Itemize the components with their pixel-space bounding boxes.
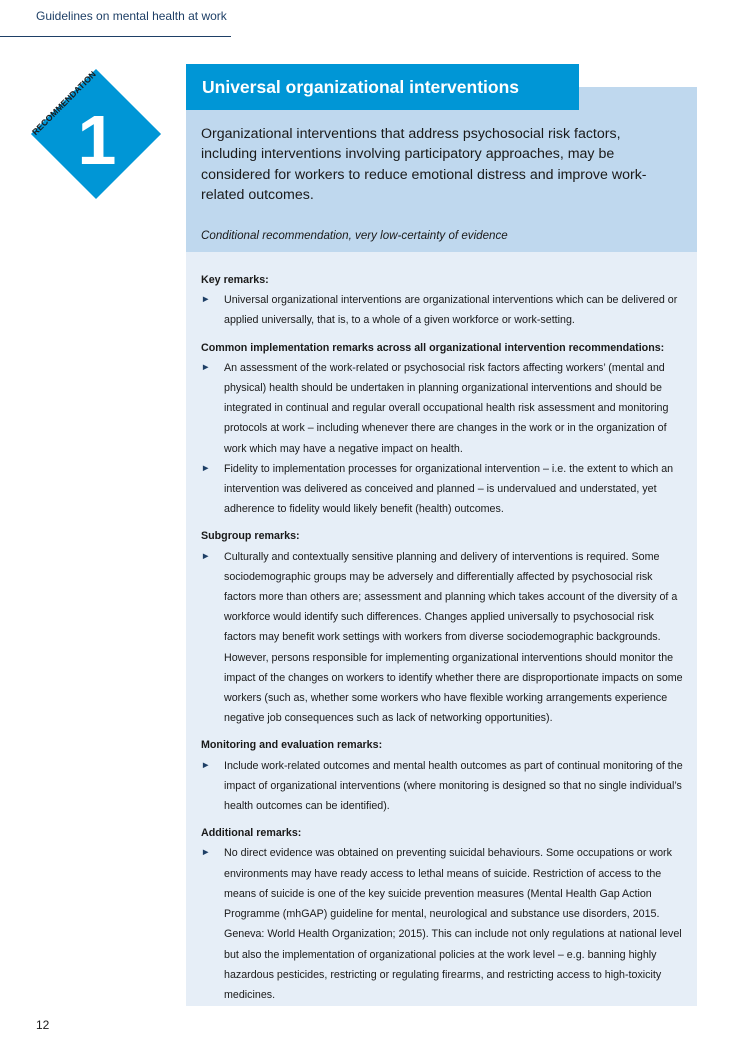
recommendation-number: 1 — [77, 101, 117, 179]
triangle-bullet-icon: ► — [201, 550, 211, 562]
remark-text: Universal organizational interventions are organizational interventions which can be delivered or applied universally, that is, to a whole of a given workforce or work-setting. — [224, 294, 678, 327]
recommendation-title: Universal organizational interventions — [186, 64, 579, 110]
remark-text: Culturally and contextually sensitive planning and delivery of interventions is required. Some sociodemographic groups may be adversely and differentially affected by psychosocial risk factors more than others are; assessment and planning which takes account of the diversity of a workforce would identify such differences. Changes applied universally to psychosocial risk factors may benefit work settings with workers from diverse sociodemographic backgrounds. However, persons responsible for implementing organizational interventions should monitor the impact of the changes on workers to identify whether there are disproportionate impacts on some workers (such as, whether some workers who have flexible working arrangements experience negative job consequences such as lack of networking opportunities). — [224, 550, 683, 725]
certainty-statement: Conditional recommendation, very low-certainty of evidence — [201, 229, 508, 242]
remark-bullet — [201, 358, 685, 459]
triangle-bullet-icon: ► — [201, 294, 211, 306]
remark-bullet — [201, 547, 685, 729]
running-head-title: Guidelines on mental health at work — [36, 9, 227, 23]
section-heading: Key remarks: — [201, 274, 269, 286]
recommendation-statement: Organizational interventions that address psychosocial risk factors, including interventions involving participatory approaches, may be considered for workers to reduce emotional distress and improve work-related outcomes. — [201, 126, 647, 203]
header-rule — [0, 36, 231, 37]
triangle-bullet-icon: ► — [201, 759, 211, 771]
section-heading: Subgroup remarks: — [201, 530, 300, 543]
triangle-bullet-icon: ► — [201, 462, 211, 474]
remarks-section — [201, 270, 685, 331]
section-heading: Additional remarks: — [201, 827, 302, 840]
section-heading: Monitoring and evaluation remarks: — [201, 739, 383, 752]
remark-text: Fidelity to implementation processes for organizational intervention – i.e. the extent to which an intervention was delivered as conceived and planned – is undervalued and understated, yet adherence to fidelity would likely benefit (health) outcomes. — [224, 462, 674, 516]
remark-bullet — [201, 843, 685, 1005]
remark-text: Include work-related outcomes and mental health outcomes as part of continual monitoring of the impact of organizational interventions (where monitoring is designed so that no single individual’s health outcomes can be identified). — [224, 759, 683, 813]
remark-bullet — [201, 459, 685, 520]
remark-text: No direct evidence was obtained on preventing suicidal behaviours. Some occupations or work environments may have ready access to lethal means of suicide. Restriction of access to the means of suicide is one of the key suicide prevention measures (Mental Health Gap Action Programme (mhGAP) guideline for mental, neurological and substance use disorders, 2015. Geneva: World Health Organization; 2015). This can include not only regulations at national level but also the implementation of organizational policies at the work level – e.g. banning highly hazardous pesticides, restricting or regulating firearms, and restricting access to high-toxicity medicines. — [224, 847, 682, 1001]
remark-bullet — [201, 756, 685, 817]
remark-bullet — [201, 290, 685, 330]
remarks-list — [201, 270, 685, 1012]
remarks-section — [201, 338, 685, 520]
triangle-bullet-icon: ► — [201, 361, 211, 373]
remarks-section — [201, 735, 685, 816]
recommendation-label: RECOMMENDATION — [29, 68, 99, 138]
section-heading: Common implementation remarks across all organizational intervention recommendations: — [201, 341, 665, 354]
remark-text: An assessment of the work-related or psychosocial risk factors affecting workers’ (mental and physical) health should be undertaken in planning organizational interventions and should be integrated in continual and regular overall occupational health risk assessment and monitoring protocols at work – including whenever there are changes in the work or in the organization of work which may have a negative impact on health. — [224, 361, 669, 455]
page-number: 12 — [36, 1018, 50, 1032]
triangle-bullet-icon: ► — [201, 847, 211, 859]
remarks-section — [201, 823, 685, 1005]
remarks-section — [201, 526, 685, 728]
